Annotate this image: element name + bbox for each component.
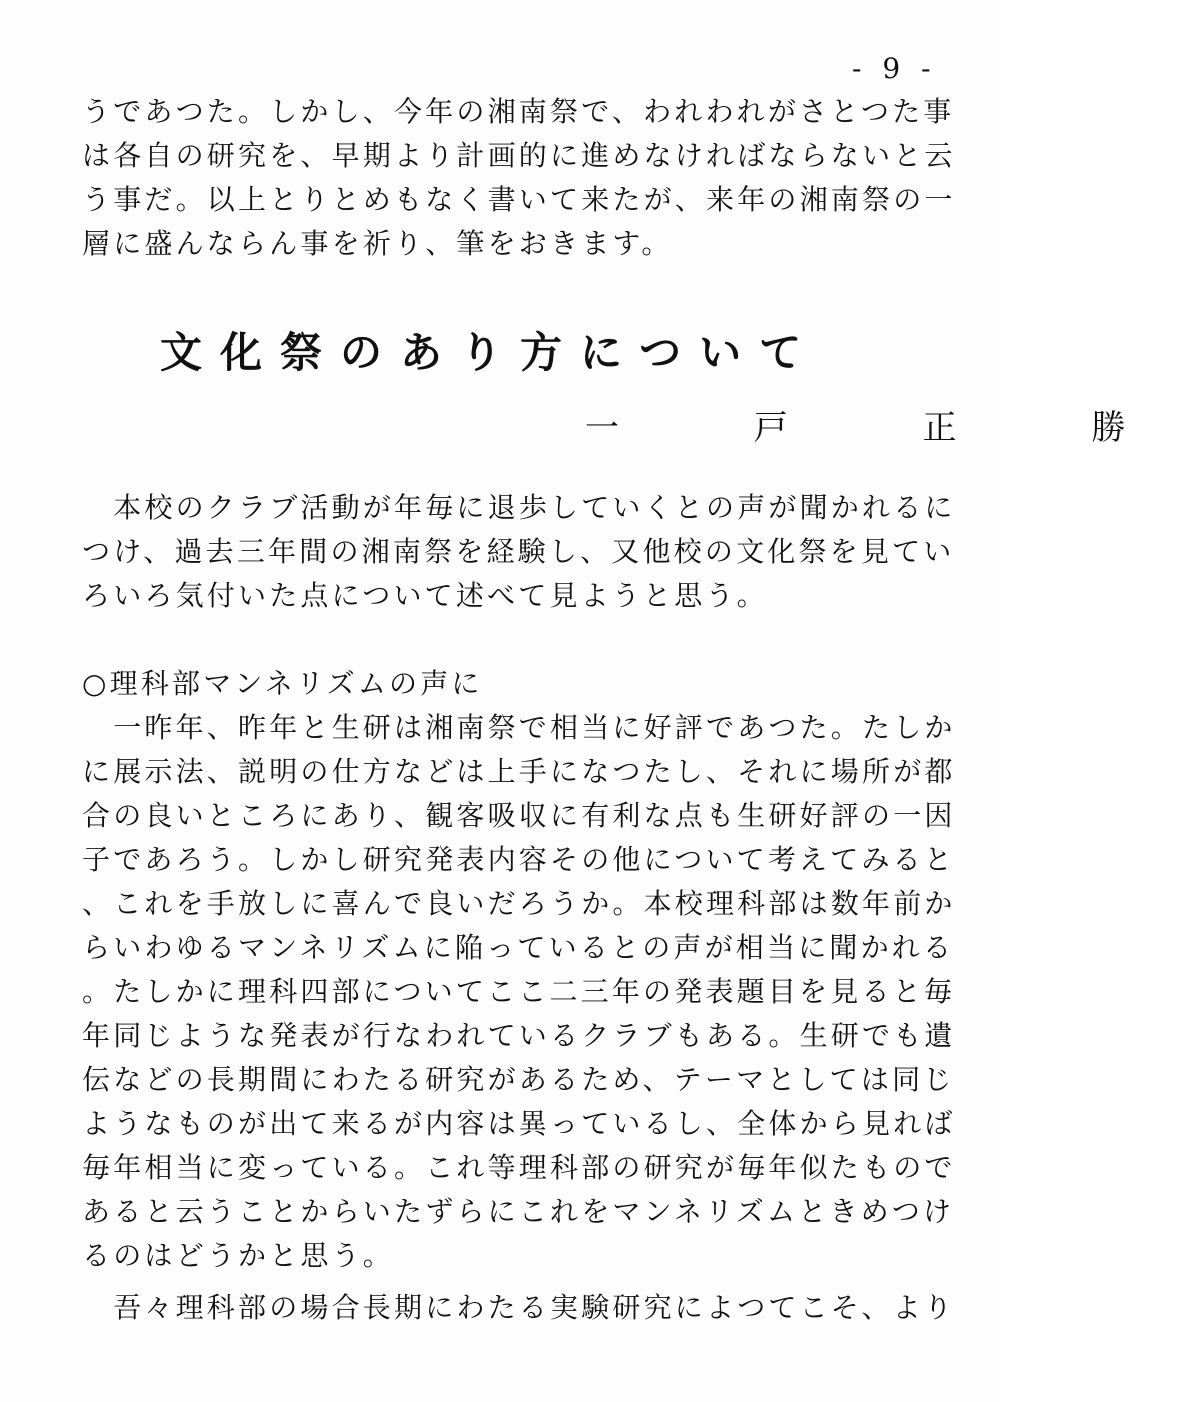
paragraph-line: あると云うことからいたずらにこれをマンネリズムときめつけ bbox=[82, 1195, 955, 1228]
paragraph-line: 毎年相当に変っている。これ等理科部の研究が毎年似たもので bbox=[82, 1151, 956, 1184]
paragraph-line: ようなものが出て来るが内容は異っているし、全体から見れば bbox=[82, 1107, 956, 1140]
paragraph-line: 年同じような発表が行なわれているクラブもある。生研でも遺 bbox=[82, 1019, 956, 1052]
article-title: 文化祭のあり方について bbox=[160, 328, 820, 377]
paragraph-line: つけ、過去三年間の湘南祭を経験し、又他校の文化祭を見てい bbox=[82, 535, 955, 568]
paragraph-line: ろいろ気付いた点について述べて見ようと思う。 bbox=[82, 579, 768, 612]
intro-line: うであつた。しかし、今年の湘南祭で、われわれがさとつた事 bbox=[82, 95, 955, 128]
intro-line: う事だ。以上とりとめもなく書いて来たが、来年の湘南祭の一 bbox=[82, 183, 956, 216]
paragraph-line: 本校のクラブ活動が年毎に退歩していくとの声が聞かれるに bbox=[82, 491, 956, 524]
paragraph-line: 合の良いところにあり、観客吸収に有利な点も生研好評の一因 bbox=[82, 799, 956, 832]
paragraph-line: 吾々理科部の場合長期にわたる実験研究によつてこそ、より bbox=[82, 1291, 956, 1324]
article-author: 一 戸 正 勝 bbox=[585, 408, 1187, 448]
paragraph-line: 、これを手放しに喜んで良いだろうか。本校理科部は数年前か bbox=[82, 887, 956, 920]
page-number: - 9 - bbox=[852, 52, 937, 85]
paragraph-line: 子であろう。しかし研究発表内容その他について考えてみると bbox=[82, 843, 956, 876]
paragraph-line: らいわゆるマンネリズムに陥っているとの声が相当に聞かれる bbox=[82, 931, 955, 964]
intro-line: は各自の研究を、早期より計画的に進めなければならないと云 bbox=[82, 139, 956, 172]
paragraph-line: に展示法、説明の仕方などは上手になつたし、それに場所が都 bbox=[82, 755, 956, 788]
intro-line: 層に盛んならん事を祈り、筆をおきます。 bbox=[82, 227, 673, 260]
paragraph-line: 伝などの長期間にわたる研究があるため、テーマとしては同じ bbox=[82, 1063, 955, 1096]
paragraph-line: るのはどうかと思う。 bbox=[82, 1239, 395, 1272]
paragraph-line: 一昨年、昨年と生研は湘南祭で相当に好評であつた。たしか bbox=[82, 711, 956, 744]
paragraph-line: 。たしかに理科四部についてここ二三年の発表題目を見ると毎 bbox=[82, 975, 956, 1008]
section-heading: ○理科部マンネリズムの声に bbox=[82, 667, 483, 700]
